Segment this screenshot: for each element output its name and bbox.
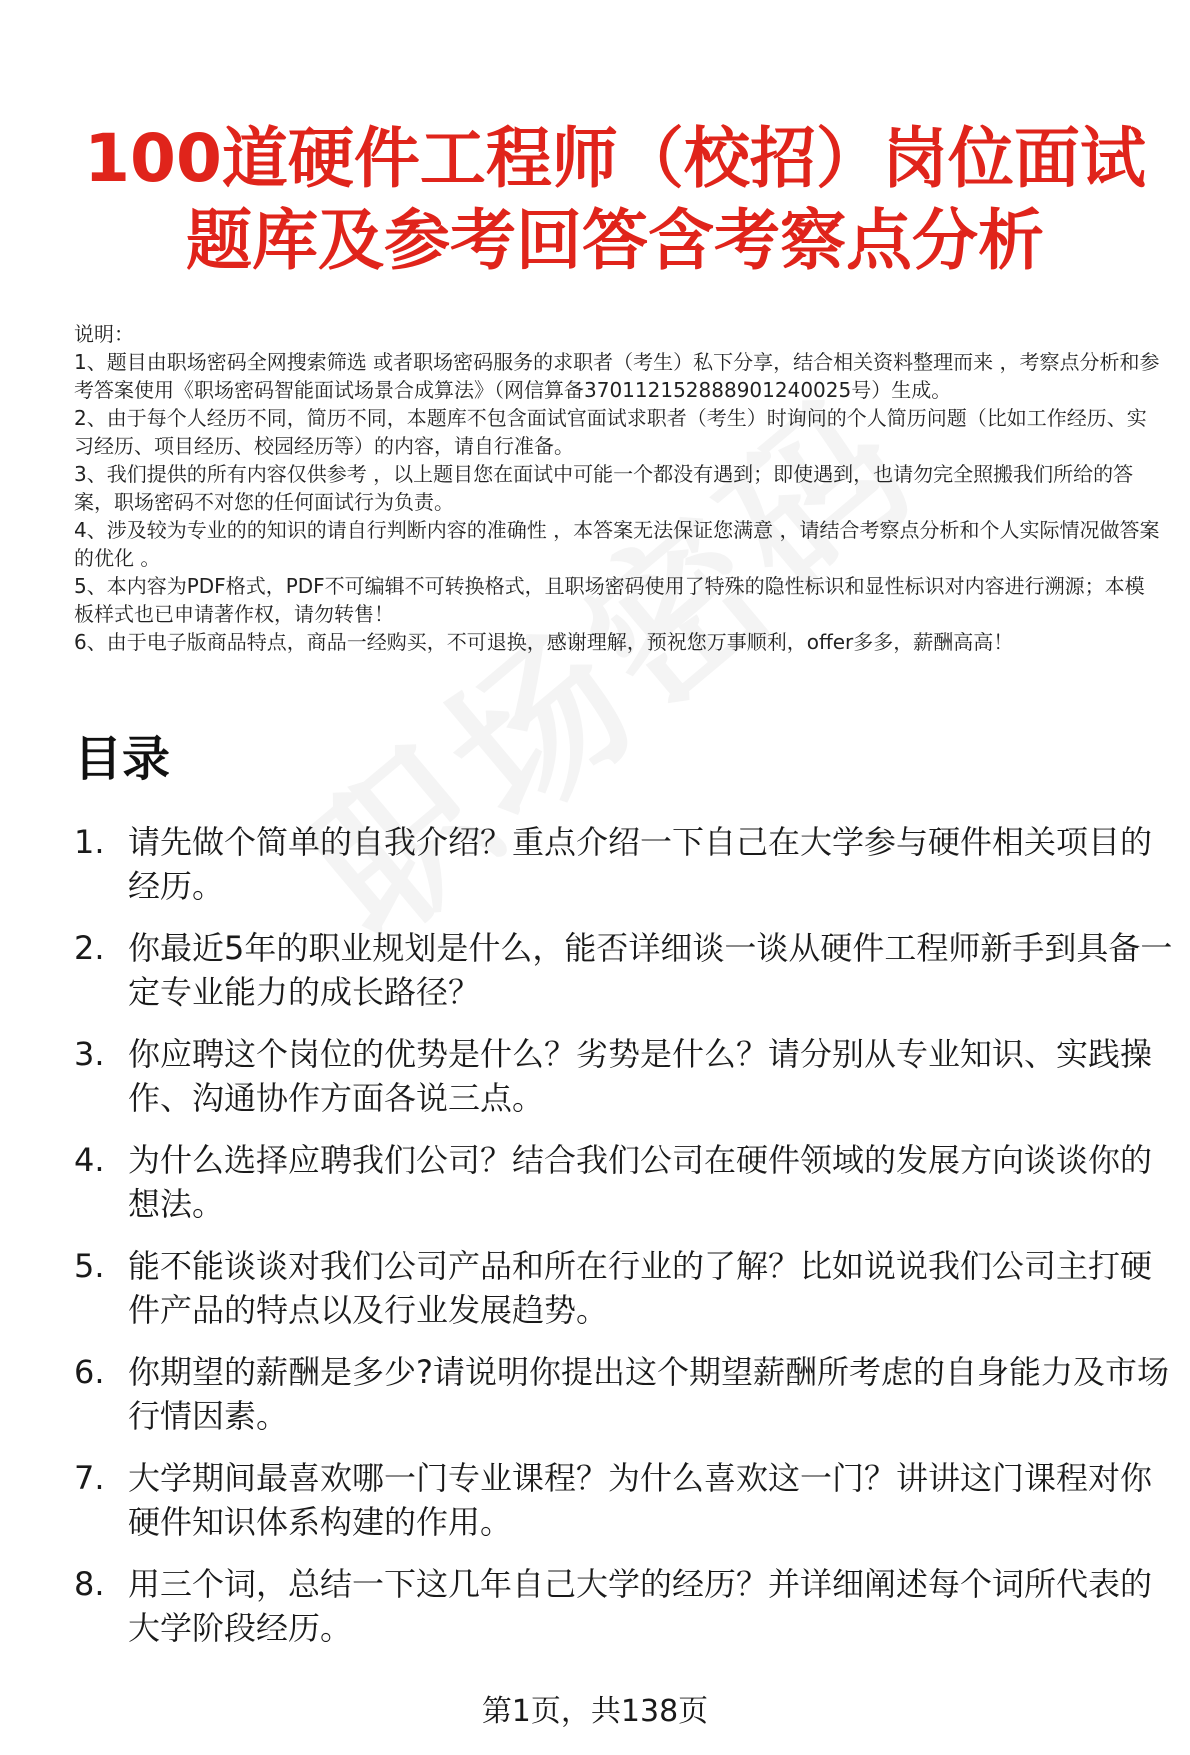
toc-item-number: 1. <box>74 823 105 861</box>
note-item-1: 1、题目由职场密码全网搜索筛选 或者职场密码服务的求职者（考生）私下分享，结合相关资料整理而来 ，考察点分析和参考答案使用《职场密码智能面试场景合成算法》（网信算备370112152888901240025号）生成。 <box>74 350 1160 402</box>
toc-item-text: 大学期间最喜欢哪一门专业课程？为什么喜欢这一门？讲讲这门课程对你硬件知识体系构建的作用。 <box>128 1459 1153 1541</box>
toc-heading: 目录 <box>74 731 171 787</box>
note-item-4: 4、涉及较为专业的的知识的请自行判断内容的准确性 ，本答案无法保证您满意 ，请结合考察点分析和个人实际情况做答案的优化 。 <box>74 518 1160 570</box>
toc-item[interactable] <box>74 1032 1174 1120</box>
toc-item-text: 你期望的薪酬是多少?请说明你提出这个期望薪酬所考虑的自身能力及市场行情因素。 <box>128 1353 1169 1435</box>
toc-item[interactable] <box>74 1456 1174 1544</box>
toc-item-number: 2. <box>74 929 105 967</box>
page-footer: 第1页，共138页 <box>481 1694 709 1729</box>
toc-item-number: 7. <box>74 1459 105 1497</box>
toc-item-number: 3. <box>74 1035 105 1073</box>
toc-item-text: 你应聘这个岗位的优势是什么？劣势是什么？请分别从专业知识、实践操作、沟通协作方面各说三点。 <box>128 1035 1153 1117</box>
toc-item-text: 用三个词，总结一下这几年自己大学的经历？并详细阐述每个词所代表的大学阶段经历。 <box>128 1565 1153 1647</box>
note-item-5: 5、本内容为PDF格式，PDF不可编辑不可转换格式，且职场密码使用了特殊的隐性标识和显性标识对内容进行溯源；本模板样式也已申请著作权，请勿转售！ <box>74 574 1145 626</box>
note-item-3: 3、我们提供的所有内容仅供参考 ，以上题目您在面试中可能一个都没有遇到；即使遇到，也请勿完全照搬我们所给的答案，职场密码不对您的任何面试行为负责。 <box>74 462 1134 514</box>
toc-item-text: 能不能谈谈对我们公司产品和所在行业的了解？比如说说我们公司主打硬件产品的特点以及行业发展趋势。 <box>128 1247 1153 1329</box>
toc-item[interactable] <box>74 1562 1174 1650</box>
toc-item[interactable] <box>74 1350 1174 1438</box>
note-item-2: 2、由于每个人经历不同，简历不同，本题库不包含面试官面试求职者（考生）时询问的个人简历问题（比如工作经历、实习经历、项目经历、校园经历等）的内容，请自行准备。 <box>74 406 1147 458</box>
note-item-6: 6、由于电子版商品特点，商品一经购买，不可退换，感谢理解，预祝您万事顺利，offer多多，薪酬高高！ <box>74 630 1014 654</box>
toc-item-text: 为什么选择应聘我们公司？结合我们公司在硬件领域的发展方向谈谈你的想法。 <box>128 1141 1153 1223</box>
title-line-2: 题库及参考回答含考察点分析 <box>186 202 1044 279</box>
toc-item[interactable] <box>74 926 1174 1014</box>
toc-item-number: 8. <box>74 1565 105 1603</box>
toc-item[interactable] <box>74 1244 1174 1332</box>
toc-item-number: 6. <box>74 1353 105 1391</box>
toc-item-number: 5. <box>74 1247 105 1285</box>
toc-item-text: 你最近5年的职业规划是什么，能否详细谈一谈从硬件工程师新手到具备一定专业能力的成长路径？ <box>128 929 1173 1011</box>
title-line-1: 100道硬件工程师（校招）岗位面试 <box>84 120 1146 197</box>
toc-item[interactable] <box>74 820 1174 908</box>
toc-list <box>74 820 1174 1668</box>
toc-item-number: 4. <box>74 1141 105 1179</box>
notes-heading: 说明： <box>74 322 134 346</box>
toc-item-text: 请先做个简单的自我介绍？重点介绍一下自己在大学参与硬件相关项目的经历。 <box>128 823 1153 905</box>
notes-section <box>74 320 1164 656</box>
toc-item[interactable] <box>74 1138 1174 1226</box>
document-title <box>70 118 1160 282</box>
